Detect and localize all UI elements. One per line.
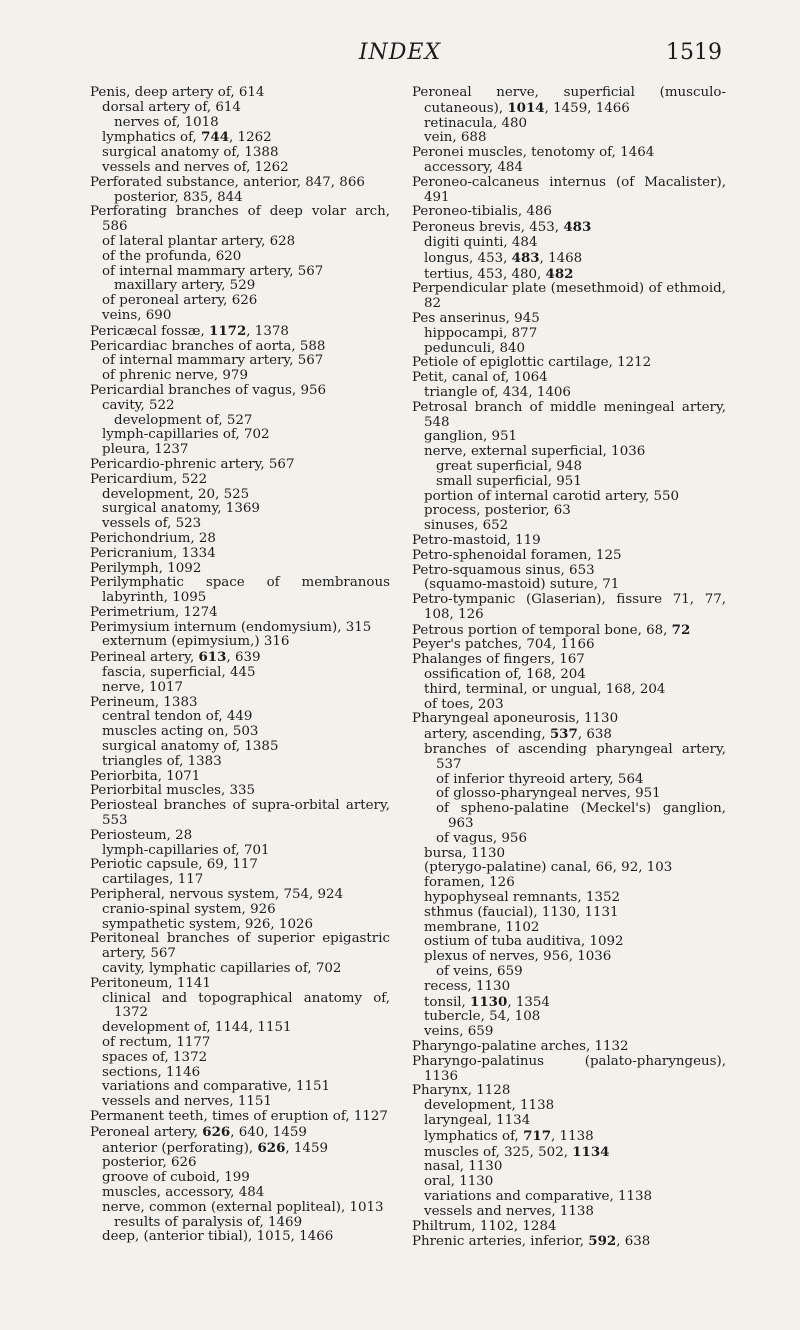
index-entry: Peronei muscles, tenotomy of, 1464 bbox=[412, 145, 655, 161]
index-entry: Peritoneal branches of superior epigastric artery, 567 bbox=[90, 931, 390, 962]
index-entry: Periosteum, 28 bbox=[90, 827, 193, 843]
index-entry: oral, 1130 bbox=[424, 1174, 494, 1190]
index-entry: branches of ascending pharyngeal artery, 537 bbox=[424, 742, 726, 772]
index-entry: (squamo-mastoid) suture, 71 bbox=[424, 577, 620, 593]
index-entry: Petro-squamous sinus, 653 bbox=[412, 562, 595, 578]
index-entry: (pterygo-palatine) canal, 66, 92, 103 bbox=[424, 860, 673, 876]
index-entry: Perforating branches of deep volar arch, 586 bbox=[90, 204, 390, 235]
index-entry: of peroneal artery, 626 bbox=[102, 293, 258, 309]
index-entry: foramen, 126 bbox=[424, 875, 515, 891]
index-entry: lymphatics of, 744, 1262 bbox=[102, 129, 272, 146]
index-entry: sthmus (faucial), 1130, 1131 bbox=[424, 904, 619, 920]
index-entry: tubercle, 54, 108 bbox=[424, 1009, 541, 1025]
index-entry: Periotic capsule, 69, 117 bbox=[90, 857, 258, 873]
index-entry: Peroneo-calcaneus internus (of Macalister), 491 bbox=[412, 174, 726, 205]
index-entry: triangles of, 1383 bbox=[102, 753, 222, 769]
index-entry: of vagus, 956 bbox=[436, 830, 527, 846]
index-entry: Pharyngo-palatine arches, 1132 bbox=[412, 1039, 629, 1054]
index-entry: Peroneo-tibialis, 486 bbox=[412, 204, 552, 220]
index-entry: process, posterior, 63 bbox=[424, 503, 571, 519]
index-entry: Philtrum, 1102, 1284 bbox=[412, 1218, 557, 1234]
index-entry: variations and comparative, 1138 bbox=[424, 1188, 653, 1204]
index-entry: vessels of, 523 bbox=[102, 516, 202, 532]
index-entry: Petro-sphenoidal foramen, 125 bbox=[412, 547, 622, 563]
index-entry: sinuses, 652 bbox=[424, 518, 509, 534]
index-entry: cartilages, 117 bbox=[102, 872, 204, 888]
index-entry: central tendon of, 449 bbox=[102, 709, 253, 725]
index-entry: ganglion, 951 bbox=[424, 429, 518, 445]
index-entry: Petro-mastoid, 119 bbox=[412, 532, 541, 548]
index-entry: lymph-capillaries of, 702 bbox=[102, 427, 270, 443]
index-entry: of internal mammary artery, 567 bbox=[102, 353, 324, 369]
index-entry: nerve, external superficial, 1036 bbox=[424, 444, 646, 460]
index-entry: Peritoneum, 1141 bbox=[90, 975, 211, 991]
page-number: 1519 bbox=[666, 40, 722, 65]
index-entry: externum (epimysium,) 316 bbox=[102, 634, 290, 650]
index-entry: muscles of, 325, 502, 1134 bbox=[424, 1143, 610, 1160]
index-entry: Pericardio-phrenic artery, 567 bbox=[90, 456, 295, 472]
index-entry: of the profunda, 620 bbox=[102, 248, 242, 264]
index-entry: Pericardiac branches of aorta, 588 bbox=[90, 338, 326, 354]
index-entry: great superficial, 948 bbox=[436, 458, 582, 474]
index-entry: Pericæcal fossæ, 1172, 1378 bbox=[90, 322, 289, 339]
index-entry: pleura, 1237 bbox=[102, 442, 189, 458]
index-entry: Petiole of epiglottic cartilage, 1212 bbox=[412, 355, 652, 371]
index-entry: posterior, 835, 844 bbox=[114, 189, 243, 205]
index-entry: fascia, superficial, 445 bbox=[102, 665, 256, 681]
index-entry: hypophyseal remnants, 1352 bbox=[424, 890, 621, 906]
index-column-left bbox=[90, 86, 390, 1245]
index-entry: Peroneal nerve, superficial (musculo-cutaneous), 1014, 1459, 1466 bbox=[412, 85, 726, 116]
index-entry: laryngeal, 1134 bbox=[424, 1112, 531, 1128]
index-entry: third, terminal, or ungual, 168, 204 bbox=[424, 681, 666, 697]
index-entry: Permanent teeth, times of eruption of, 1127 bbox=[90, 1108, 388, 1124]
index-entry: muscles acting on, 503 bbox=[102, 724, 259, 740]
index-entry: surgical anatomy, 1369 bbox=[102, 501, 260, 517]
index-entry: small superficial, 951 bbox=[436, 473, 582, 489]
index-entry: Periosteal branches of supra-orbital artery, 553 bbox=[90, 798, 390, 829]
index-column-right bbox=[412, 86, 726, 1250]
index-entry: retinacula, 480 bbox=[424, 115, 528, 131]
index-entry: plexus of nerves, 956, 1036 bbox=[424, 949, 612, 965]
index-entry: anterior (perforating), 626, 1459 bbox=[102, 1139, 328, 1156]
index-entry: recess, 1130 bbox=[424, 978, 511, 994]
index-entry: results of paralysis of, 1469 bbox=[114, 1214, 303, 1230]
index-entry: Phalanges of fingers, 167 bbox=[412, 652, 585, 668]
index-entry: nerve, 1017 bbox=[102, 679, 184, 695]
index-entry: Perineum, 1383 bbox=[90, 694, 198, 710]
index-entry: Pharynx, 1128 bbox=[412, 1083, 511, 1099]
index-entry: Peyer's patches, 704, 1166 bbox=[412, 637, 595, 653]
index-entry: Pes anserinus, 945 bbox=[412, 310, 540, 326]
index-entry: Phrenic arteries, inferior, 592, 638 bbox=[412, 1233, 651, 1250]
index-entry: spaces of, 1372 bbox=[102, 1049, 208, 1065]
index-entry: lymphatics of, 717, 1138 bbox=[424, 1127, 594, 1144]
index-entry: of internal mammary artery, 567 bbox=[102, 263, 324, 279]
index-entry: ossification of, 168, 204 bbox=[424, 667, 586, 683]
index-entry: Petrous portion of temporal bone, 68, 72 bbox=[412, 621, 691, 638]
index-entry: of inferior thyreoid artery, 564 bbox=[436, 771, 644, 787]
index-entry: of spheno-palatine (Meckel's) ganglion, 963 bbox=[436, 801, 726, 832]
index-entry: longus, 453, 483, 1468 bbox=[424, 249, 583, 266]
index-entry: deep, (anterior tibial), 1015, 1466 bbox=[102, 1229, 334, 1245]
page-header bbox=[0, 40, 800, 70]
index-entry: surgical anatomy of, 1388 bbox=[102, 145, 279, 161]
index-entry: Perichondrium, 28 bbox=[90, 530, 216, 546]
index-entry: groove of cuboid, 199 bbox=[102, 1170, 250, 1186]
index-entry: membrane, 1102 bbox=[424, 919, 540, 935]
index-entry: Peripheral, nervous system, 754, 924 bbox=[90, 887, 344, 903]
index-entry: tertius, 453, 480, 482 bbox=[424, 265, 574, 282]
index-entry: nasal, 1130 bbox=[424, 1159, 503, 1175]
index-entry: pedunculi, 840 bbox=[424, 340, 526, 356]
index-entry: nerve, common (external popliteal), 1013 bbox=[102, 1199, 384, 1215]
index-entry: maxillary artery, 529 bbox=[114, 278, 256, 294]
index-entry: of veins, 659 bbox=[436, 964, 523, 980]
index-entry: Peroneus brevis, 453, 483 bbox=[412, 219, 592, 236]
index-entry: Perilymphatic space of membranous labyrinth, 1095 bbox=[90, 575, 390, 606]
index-entry: cavity, 522 bbox=[102, 397, 175, 413]
index-entry: Pericardial branches of vagus, 956 bbox=[90, 382, 326, 398]
index-entry: veins, 690 bbox=[102, 307, 172, 323]
index-entry: hippocampi, 877 bbox=[424, 325, 538, 341]
index-entry: ostium of tuba auditiva, 1092 bbox=[424, 934, 624, 950]
index-entry: cranio-spinal system, 926 bbox=[102, 901, 276, 917]
index-entry: development, 1138 bbox=[424, 1098, 555, 1114]
index-entry: development of, 1144, 1151 bbox=[102, 1020, 292, 1036]
index-entry: Pharyngeal aponeurosis, 1130 bbox=[412, 711, 619, 727]
index-entry: cavity, lymphatic capillaries of, 702 bbox=[102, 961, 342, 977]
index-entry: Penis, deep artery of, 614 bbox=[90, 85, 265, 100]
index-entry: of phrenic nerve, 979 bbox=[102, 368, 248, 384]
index-entry: nerves of, 1018 bbox=[114, 114, 219, 130]
index-entry: Perpendicular plate (mesethmoid) of ethmoid, 82 bbox=[412, 281, 726, 312]
index-entry: tonsil, 1130, 1354 bbox=[424, 993, 550, 1010]
index-entry: Perilymph, 1092 bbox=[90, 560, 202, 576]
index-entry: of lateral plantar artery, 628 bbox=[102, 233, 296, 249]
index-entry: muscles, accessory, 484 bbox=[102, 1184, 265, 1200]
index-entry: digiti quinti, 484 bbox=[424, 234, 538, 250]
index-entry: posterior, 626 bbox=[102, 1155, 197, 1171]
index-entry: Pericardium, 522 bbox=[90, 471, 208, 487]
index-entry: accessory, 484 bbox=[424, 159, 523, 175]
index-entry: Perforated substance, anterior, 847, 866 bbox=[90, 174, 365, 190]
index-entry: surgical anatomy of, 1385 bbox=[102, 739, 279, 755]
index-entry: Peroneal artery, 626, 640, 1459 bbox=[90, 1123, 307, 1140]
index-entry: sections, 1146 bbox=[102, 1064, 201, 1080]
index-entry: development, 20, 525 bbox=[102, 486, 250, 502]
index-entry: Perimysium internum (endomysium), 315 bbox=[90, 619, 372, 635]
index-entry: Pericranium, 1334 bbox=[90, 545, 216, 561]
index-entry: dorsal artery of, 614 bbox=[102, 99, 241, 115]
index-entry: vessels and nerves, 1151 bbox=[102, 1094, 272, 1110]
index-entry: sympathetic system, 926, 1026 bbox=[102, 916, 314, 932]
index-entry: Pharyngo-palatinus (palato-pharyngeus), 1136 bbox=[412, 1053, 726, 1084]
index-entry: Perimetrium, 1274 bbox=[90, 604, 218, 620]
index-entry: vessels and nerves of, 1262 bbox=[102, 159, 289, 175]
index-entry: portion of internal carotid artery, 550 bbox=[424, 488, 680, 504]
index-entry: bursa, 1130 bbox=[424, 845, 506, 861]
index-entry: development of, 527 bbox=[114, 412, 253, 428]
index-entry: vein, 688 bbox=[424, 130, 487, 146]
index-entry: Petro-tympanic (Glaserian), fissure 71, 77, 108, 126 bbox=[412, 592, 726, 622]
index-entry: Petit, canal of, 1064 bbox=[412, 370, 548, 386]
index-entry: clinical and topographical anatomy of, 1372 bbox=[102, 990, 390, 1021]
index-entry: Periorbita, 1071 bbox=[90, 768, 201, 784]
index-entry: artery, ascending, 537, 638 bbox=[424, 726, 612, 743]
index-entry: Petrosal branch of middle meningeal artery, 548 bbox=[412, 399, 726, 430]
index-entry: of glosso-pharyngeal nerves, 951 bbox=[436, 786, 661, 802]
index-entry: Perineal artery, 613, 639 bbox=[90, 649, 261, 666]
index-entry: Periorbital muscles, 335 bbox=[90, 783, 256, 799]
index-entry: vessels and nerves, 1138 bbox=[424, 1203, 594, 1219]
index-entry: variations and comparative, 1151 bbox=[102, 1079, 331, 1095]
index-entry: of rectum, 1177 bbox=[102, 1035, 211, 1050]
page-title: INDEX bbox=[358, 40, 442, 65]
index-entry: triangle of, 434, 1406 bbox=[424, 384, 571, 400]
index-entry: veins, 659 bbox=[424, 1024, 494, 1040]
index-entry: lymph-capillaries of, 701 bbox=[102, 842, 270, 858]
index-entry: of toes, 203 bbox=[424, 696, 504, 712]
